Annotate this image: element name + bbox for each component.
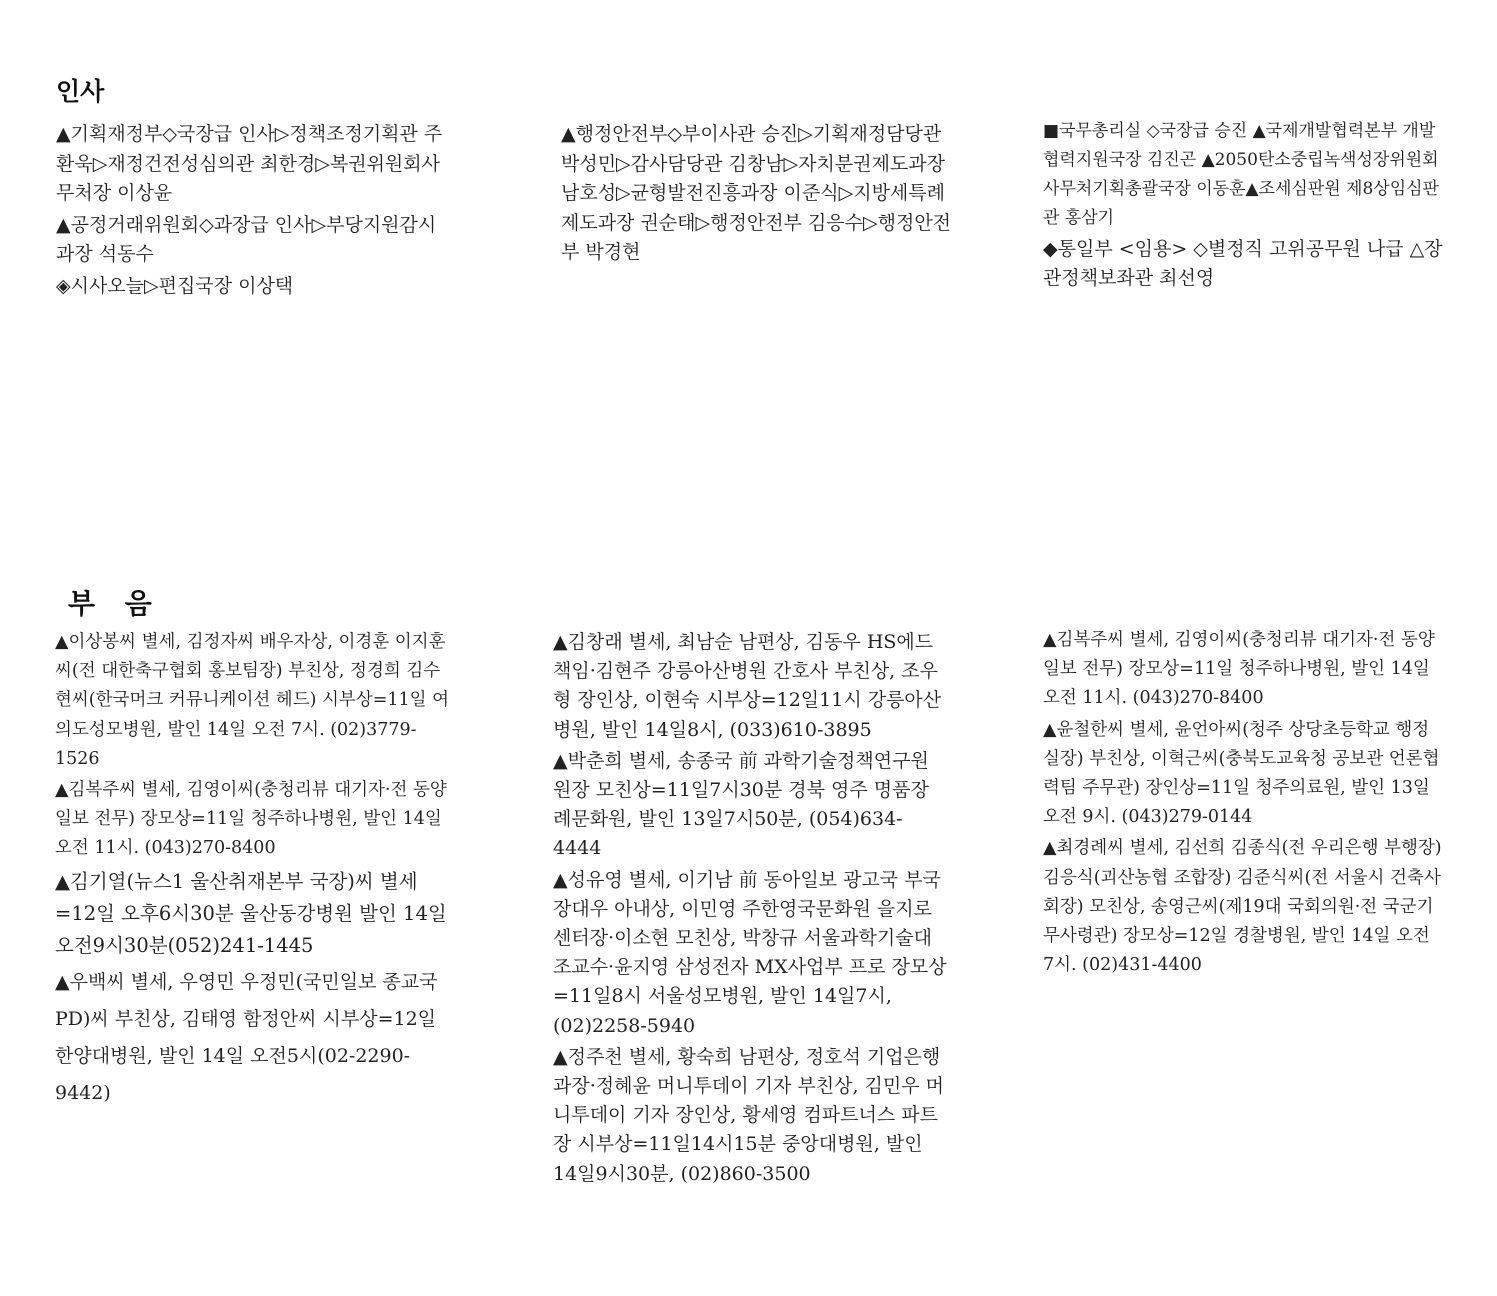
- obituary-entry: ▲박춘희 별세, 송종국 前 과학기술정책연구원 원장 모친상=11일7시30분 경북 영주 명품장례문화원, 발인 13일7시50분, (054)634-4444: [553, 749, 929, 860]
- obituary-entry: ▲성유영 별세, 이기남 前 동아일보 광고국 부국장대우 아내상, 이민영 주한영국문화원 을지로센터장·이소현 모친상, 박창규 서울과학기술대 조교수·윤지영 삼성전자 MX사업부 프로 장모상=11일8시 서울성모병원, 발인 14일7시, (02)2258-5940: [553, 868, 947, 1037]
- obituary-entry: ▲김창래 별세, 최남순 남편상, 김동우 HS에드 책임·김현주 강릉아산병원 간호사 부친상, 조우형 장인상, 이현숙 시부상=12일11시 강릉아산병원, 발인 14일8시, (033)610-3895: [553, 631, 942, 741]
- personnel-entry: ◆통일부 <임용> ◇별정직 고위공무원 나급 △장관정책보좌관 최선영: [1043, 238, 1443, 289]
- obituary-entry: ▲최경례씨 별세, 김선희 김종식(전 우리은행 부행장) 김응식(괴산농협 조합장) 김준식씨(전 서울시 건축사회장) 모친상, 송영근씨(제19대 국회의원·전 국군기무사령관) 장모상=12일 경찰병원, 발인 14일 오전 7시. (02)431-4400: [1043, 838, 1442, 976]
- personnel-column-1: [56, 120, 448, 303]
- personnel-column-2: [561, 120, 953, 270]
- personnel-section-title: 인사: [56, 77, 105, 106]
- obituary-entry: ▲이상봉씨 별세, 김정자씨 배우자상, 이경훈 이지훈씨(전 대한축구협회 홍보팀장) 부친상, 정경희 김수현씨(한국머크 커뮤니케이션 헤드) 시부상=11일 여의도성모병원, 발인 14일 오전 7시. (02)3779-1526: [55, 632, 450, 769]
- obituary-entry: ▲우백씨 별세, 우영민 우정민(국민일보 종교국 PD)씨 부친상, 김태영 함정안씨 시부상=12일 한양대병원, 발인 14일 오전5시(02-2290-9442): [55, 970, 438, 1104]
- personnel-entry: ▲공정거래위원회◇과장급 인사▷부당지원감시과장 석동수: [56, 213, 437, 265]
- personnel-entry: ◈시사오늘▷편집국장 이상택: [56, 274, 294, 297]
- obituary-entry: ▲김복주씨 별세, 김영이씨(충청리뷰 대기자·전 동양일보 전무) 장모상=11일 청주하나병원, 발인 14일 오전 11시. (043)270-8400: [1043, 630, 1435, 709]
- obituary-entry: ▲정주천 별세, 황숙희 남편상, 정호석 기업은행 과장·정혜윤 머니투데이 기자 부친상, 김민우 머니투데이 기자 장인상, 황세영 컴파트너스 파트장 시부상=11일14시15분 중앙대병원, 발인 14일9시30분, (02)860-3500: [553, 1045, 945, 1185]
- obituary-entry: ▲윤철한씨 별세, 윤언아씨(청주 상당초등학교 행정실장) 부친상, 이혁근씨(충북도교육청 공보관 언론협력팀 주무관) 장인상=11일 청주의료원, 발인 13일 오전 9시. (043)279-0144: [1043, 719, 1440, 828]
- personnel-entry: ▲행정안전부◇부이사관 승진▷기획재정담당관 박성민▷감사담당관 김창남▷자치분권제도과장 남호성▷균형발전진흥과장 이준식▷지방세특례제도과장 권순태▷행정안전부 김응수▷행정안전부 박경현: [561, 123, 952, 263]
- personnel-entry: ■국무총리실 ◇국장급 승진 ▲국제개발협력본부 개발협력지원국장 김진곤 ▲2050탄소중립녹색성장위원회사무처기획총괄국장 이동훈▲조세심판원 제8상임심판관 홍삼기: [1043, 121, 1439, 228]
- obituary-column-1: [55, 628, 457, 1114]
- obituary-column-2: [553, 628, 947, 1191]
- personnel-entry: ▲기획재정부◇국장급 인사▷정책조정기획관 주환욱▷재정건전성심의관 최한경▷복권위원회사무처장 이상윤: [56, 123, 443, 204]
- personnel-column-3: [1043, 117, 1445, 295]
- obituary-entry: ▲김기열(뉴스1 울산취재본부 국장)씨 별세=12일 오후6시30분 울산동강병원 발인 14일 오전9시30분(052)241-1445: [55, 869, 447, 957]
- obituary-entry: ▲김복주씨 별세, 김영이씨(충청리뷰 대기자·전 동양일보 전무) 장모상=11일 청주하나병원, 발인 14일 오전 11시. (043)270-8400: [55, 780, 447, 859]
- obituary-section-title: 부 음: [68, 587, 162, 620]
- obituary-column-3: [1043, 626, 1445, 982]
